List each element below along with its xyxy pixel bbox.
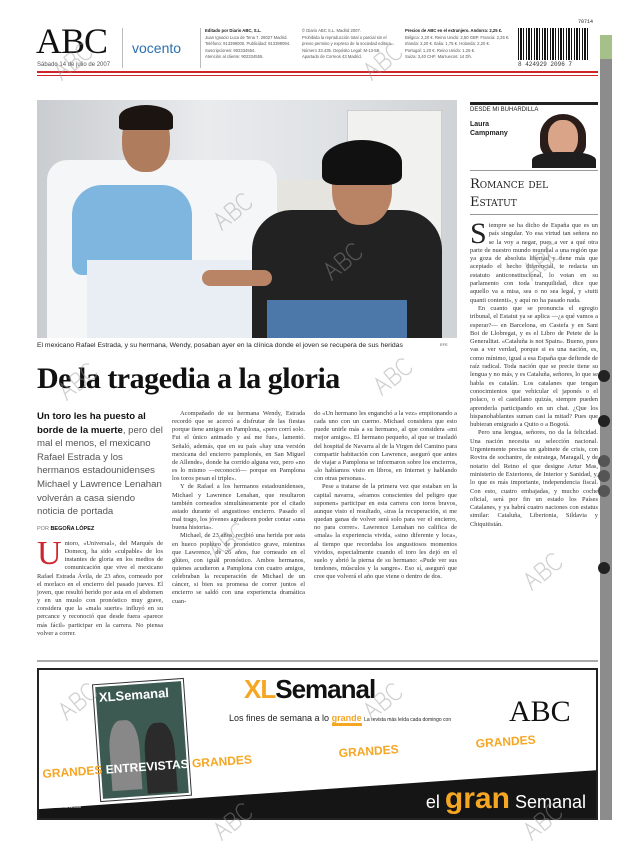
- dot-marker: [598, 370, 610, 382]
- paragraph: Pero una lengua, señores, no da la felicidad. Una nación necesita su selección nacional. Urgentemente precisa un gabinete de crisis, con Rovira de sochantre, de estratega, Maragall, y de notario del Reino el que designe Artur Mas, ministerio de Exteriores, de Interior y Sanidad, y, lo que es más importante, independencia fiscal. Con esto, cuatro embajadas, y mucho coche oficial, será por fin un estado los Países Catalanes, y ya habrá cuatro naciones con estatus similar: Cataluña, Libertonia, Sildavia y Chiquitistán.: [470, 429, 598, 528]
- divider: [470, 170, 598, 171]
- opinion-author: [470, 120, 508, 138]
- logo-semanal: Semanal: [275, 674, 376, 704]
- opinion-section-label: DESDE MI BUHARDILLA: [470, 102, 598, 114]
- author-portrait: [530, 110, 598, 168]
- info-line: Editado por Diario ABC, S.L.: [205, 28, 262, 33]
- info-line: © Diario ABC S.L. Madrid 2007.: [302, 28, 361, 33]
- info-line: Apartado de Correos 43 Madrid.: [302, 54, 362, 59]
- banner-word: GRANDES: [191, 752, 256, 771]
- info-line: Teléfono: 913399000. Publicidad: 913399094.: [205, 41, 291, 46]
- page-edge-bar: [600, 35, 612, 820]
- ad-slogan: [426, 782, 586, 819]
- copyright-info: [302, 28, 394, 61]
- red-rule: [37, 71, 598, 73]
- divider: [122, 28, 123, 68]
- watermark-logo: [368, 353, 416, 398]
- ad-abc-logo: ABC: [509, 695, 571, 728]
- slogan-semanal: Semanal: [514, 792, 586, 812]
- byline-author: BEGOÑA LÓPEZ: [50, 526, 95, 532]
- deck-text: , pero del mal el menos, el mexicano Rafael Estrada y los hermanos estadounidenses Michael y Lawrence Lenahan volverán a casa siendo noticia de portada: [37, 424, 163, 518]
- info-line: Suscripciones: 902334554.: [205, 47, 256, 53]
- ad-tagline: [229, 712, 451, 726]
- banner-word: FIRMAS: [538, 729, 586, 747]
- info-line: Atención al cliente: 902334555.: [205, 54, 264, 59]
- info-line: previo permiso y expreso de la sociedad editora.: [302, 41, 393, 46]
- info-line: Suiza: 3,40 CHF. Marruecos: 14 Dh.: [405, 54, 473, 59]
- photo-credit: EFE: [440, 342, 448, 347]
- title-line: Romance del: [470, 177, 549, 192]
- article-column-1: [37, 535, 163, 638]
- abc-logo: ABC: [36, 21, 108, 61]
- dot-marker: [598, 562, 610, 574]
- info-line: Juan Ignacio Luca de Tena 7. 28027 Madrid.: [205, 34, 288, 40]
- paragraph: Y de Rafael a los hermanos estadounidenses, Michael y Lawrence Lenahan, que resultaron también corneados simultáneamente por el citado astado durante el angustioso encierro. Pasado el mal trago, los jóvenes agradecen poder contar «una buena historia».: [172, 483, 305, 532]
- paragraph: Michael, de 23 años, recibió una herida por asta en hueco poplíteo de pronóstico grave, mientras que Lawrence, de 26 años, fue corneado en el glúteo, con igual pronóstico. Ambos hermanos, quienes acudieron a Pamplona con cuatro amigos, celebraban la recuperación de Michael de un cáncer, si bien su promesa de correr juntos el encierro se saldó con una experiencia dramática cuan-: [172, 532, 305, 605]
- tagline-small: La revista más leída cada domingo con: [364, 717, 452, 723]
- info-line: Número 33.435. Depósito Legal: M-13-58.: [302, 47, 381, 53]
- banner-word: ENTREVISTAS: [105, 756, 193, 777]
- cover-footer: abc.xlsemanal.com: [47, 804, 82, 809]
- dot-marker: [598, 455, 610, 467]
- paragraph: Pese a tratarse de la primera vez que estaban en la capital navarra, «éramos conscientes del peligro que suponen» participar en esta carrera con toros bravos, aunque visto el resultado, «tras la recuperación, si me quedan ganas de volver será solo para ver el encierro, no para correr». Lawrence Lenahan no califica de «mala» la experiencia vivida, «sino diferente y loca», al tiempo que recordaba los angustiosos momentos vividos, especialmente cuando el toro les dejó en el suelo y abrió la pierna de su hermano: «Pude ver sus tendones, músculos y la sangre». Eso sí, aseguró que cree que volverá el año que viene o dentro de dos.: [314, 483, 457, 581]
- slogan-gran: gran: [444, 782, 510, 815]
- xlsemanal-logo: [244, 674, 375, 704]
- cover-title: XLSemanal: [98, 685, 170, 705]
- slogan-el: el: [425, 792, 440, 812]
- divider: [200, 28, 201, 68]
- paragraph: Acompañado de su hermana Wendy, Estrada recordó que se acercó a disfrutar de las fiestas porque tiene amigos en Pamplona, «pero corrí solo. Fui el único animado y así me fue», lamentó. Señaló, además, que en su país «hay una versión mexicana del encierro pamplonés, en San Miguel de Allende», donde ha corrido alguna vez, pero «no es lo mismo —reconoció— porque en Pamplona los toros pesan el triple».: [172, 410, 305, 483]
- logo-xl: XL: [244, 674, 276, 704]
- info-line: Prohibida la reproducción total o parcial sin el: [302, 34, 387, 40]
- divider: [470, 214, 598, 215]
- drop-cap: S: [470, 217, 487, 250]
- info-line: Irlanda: 2,20 €. Italia: 1,75 €. Holanda: 2,20 €.: [405, 41, 490, 46]
- foreign-prices: [405, 28, 513, 61]
- author-first-name: Laura: [470, 121, 490, 128]
- tagline-highlight: grande: [332, 713, 362, 726]
- banner-word: GRANDES: [475, 732, 540, 751]
- banner-word: GRANDES: [338, 741, 403, 761]
- barcode-number: 8 424929 2096 7: [518, 61, 573, 68]
- opinion-body: [470, 217, 598, 529]
- photo-caption: El mexicano Rafael Estrada, y su hermana, Wendy, posaban ayer en la clínica donde el joven se recupera de sus heridas: [37, 342, 403, 349]
- dot-marker: [598, 470, 610, 482]
- article-photo: [37, 100, 457, 338]
- article-column-3: [314, 410, 457, 581]
- banner-word: SECCIONES: [401, 736, 477, 756]
- banner-word: REPORTAJES: [254, 746, 340, 767]
- info-line: Bélgica: 2,20 €. Reino Unido: 2,50 GBP. Francia: 2,25 €.: [405, 34, 510, 40]
- article-column-2: [172, 410, 305, 606]
- tagline-text: Los fines de semana a lo: [229, 713, 330, 723]
- author-last-name: Campmany: [470, 130, 508, 137]
- paragraph: do «Un hermano les enganchó a la vez» empitonando a cada uno con un cuerno. Michael considera que esto puede unirle más a su hermano, al que considera «mi mejor amigo». El hermano pequeño, al que se trasladó del hospital de Navarra al de la Virgen del Camino para compartir habitación con Lawrence, aseguró que antes de viajar a Pamplona se informaron sobre los encierros, «lo habíamos visto en libros, en Internet y hablando con otras personas».: [314, 410, 457, 483]
- article-headline: De la tragedia a la gloria: [37, 362, 340, 395]
- barcode-top-number: 70714: [578, 19, 594, 25]
- title-line: Estatut: [470, 195, 517, 210]
- byline: [37, 526, 94, 533]
- deck-lead: Un toro les ha puesto al borde de la muerte: [37, 411, 146, 436]
- dot-marker: [598, 485, 610, 497]
- drop-cap: U: [37, 535, 62, 572]
- xlsemanal-advertisement[interactable]: [37, 668, 598, 820]
- info-line: Precios de ABC en el extranjero. Andorra: 2,25 €.: [405, 28, 503, 33]
- paragraph: iempre se ha dicho de España que es un país singular. Yo esa virtud tan señera no se la voy a negar, pues a ver a qué otra parte de nuestro mundo mundial a una región que ya goza de absoluta libertad y tiene más que aceptado el hecho diferencial, te redacta un estatuto anticonstitucional, lo votan en su parlamento con toda tranquilidad, dice que aquello va a misa, sea o no sea legal, y «tutti quanti contenti», y aquí no ha pasado nada.: [470, 222, 598, 304]
- dot-marker: [598, 415, 610, 427]
- banner-word: GRANDES: [42, 762, 107, 781]
- barcode: [518, 28, 588, 60]
- magazine-cover: [93, 679, 191, 801]
- paragraph: En cuanto que se pronuncia el egregio tribunal, el Estatut ya se aplica —¿a qué vamos a esperar?— en Barcelona, en Castefa y en Sant Boi de Llobregat, y es el Libro de Petete de la Generalitat. «Cataluña is not Spain». Bueno, pues vas a ver verdad, porque si es una nación, es, como mínimo, igual a esa España que defiende de raíz radical. Toda nación que se precie tiene su lengua y no más, y es Cataluña, señores, lo que se habla es catalán. Los catalanes que tengan conocimientos que vehicular el japonés o el polaco, o el castellano quizás, siempre pueden aprenderla participando en un chat. ¿Que los hispanohablantes suman casi la mitad? Pues que hubieran emigrado a Quito o a Bogotá.: [470, 304, 598, 429]
- byline-prefix: POR: [37, 526, 49, 532]
- issue-date: Sábado 14 de julio de 2007: [37, 62, 111, 68]
- paragraph: ntoro, «Universal», del Marqués de Domecq, ha sido «culpable» de los instantes de gloria en los medios de comunicación que vive el mexicano Rafael Estrada Ávila, de 23 años, corneado por el morlaco en el encierro del pasado jueves. El joven, que resultó herido por asta en el abdomen y en un muslo con pronóstico muy grave, considera que la «mala suerte» influyó en su percance y reconoció que desde fuera «parece más fácil» participar en la carrera. No piensa volver a correr.: [37, 540, 163, 637]
- article-deck: [37, 410, 163, 519]
- red-rule: [37, 75, 598, 76]
- vocento-logo: vocento: [132, 40, 182, 56]
- info-line: Portugal: 1,20 €. Reino Unido: 1,25 €.: [405, 47, 476, 53]
- opinion-title: [470, 176, 548, 212]
- divider: [37, 660, 598, 662]
- watermark-logo: [518, 548, 566, 593]
- publisher-info: [205, 28, 297, 61]
